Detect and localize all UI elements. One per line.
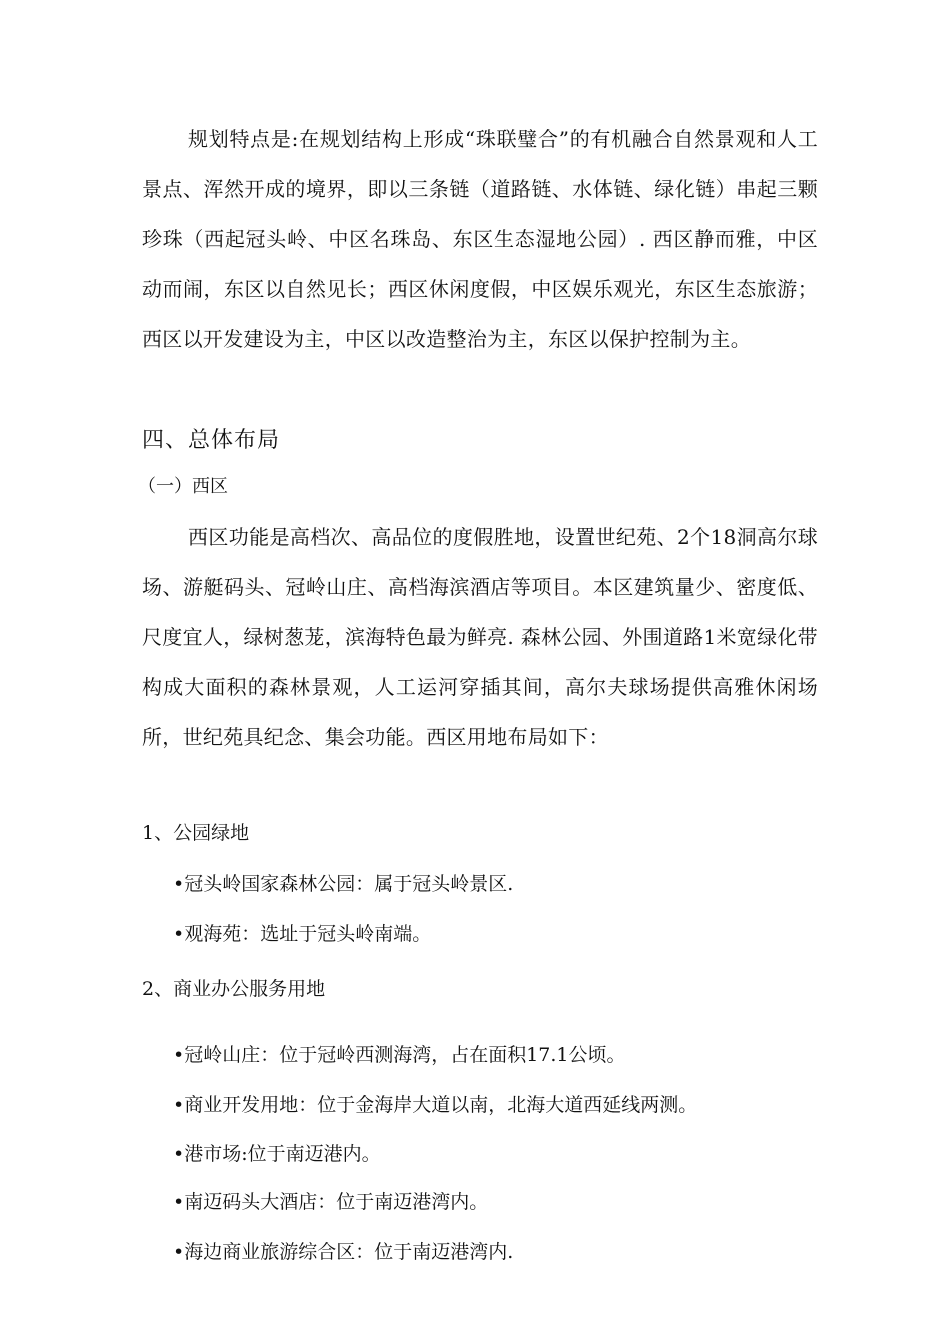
section-heading-overall-layout: 四、总体布局 — [142, 428, 281, 453]
list-item: •观海苑：选址于冠头岭南端。 — [173, 923, 432, 945]
list-title-commercial-office-land: 2、商业办公服务用地 — [142, 978, 326, 1000]
list-item: •冠头岭国家森林公园：属于冠头岭景区. — [173, 873, 514, 895]
list-item: •南迈码头大酒店：位于南迈港湾内。 — [173, 1191, 489, 1213]
list-title-park-green-space: 1、公园绿地 — [142, 822, 250, 844]
list-item: •海边商业旅游综合区：位于南迈港湾内. — [173, 1241, 514, 1263]
list-item: •商业开发用地：位于金海岸大道以南，北海大道西延线两测。 — [173, 1094, 698, 1116]
list-item: •冠岭山庄：位于冠岭西测海湾，占在面积17.1公顷。 — [173, 1044, 626, 1066]
west-district-paragraph: 西区功能是高档次、高品位的度假胜地，设置世纪苑、2个18洞高尔球场、游艇码头、冠岭山庄、高档海滨酒店等项目。本区建筑量少、密度低、尺度宜人，绿树葱茏，滨海特色最为鲜亮. 森林公园、外围道路1米宽绿化带构成大面积的森林景观，人工运河穿插其间，高尔夫球场提供高雅休闲场所，世纪苑具纪念、集会功能。西区用地布局如下： — [142, 525, 818, 749]
list-item: •港市场:位于南迈港内。 — [173, 1143, 381, 1165]
subsection-heading-west-district: （一）西区 — [138, 476, 228, 497]
planning-features-paragraph: 规划特点是:在规划结构上形成“珠联璧合”的有机融合自然景观和人工景点、浑然开成的境界，即以三条链（道路链、水体链、绿化链）串起三颗珍珠（西起冠头岭、中区名珠岛、东区生态湿地公园）. 西区静而雅，中区动而闹，东区以自然见长；西区休闲度假，中区娱乐观光，东区生态旅游；西区以开发建设为主，中区以改造整治为主，东区以保护控制为主。 — [142, 127, 818, 351]
